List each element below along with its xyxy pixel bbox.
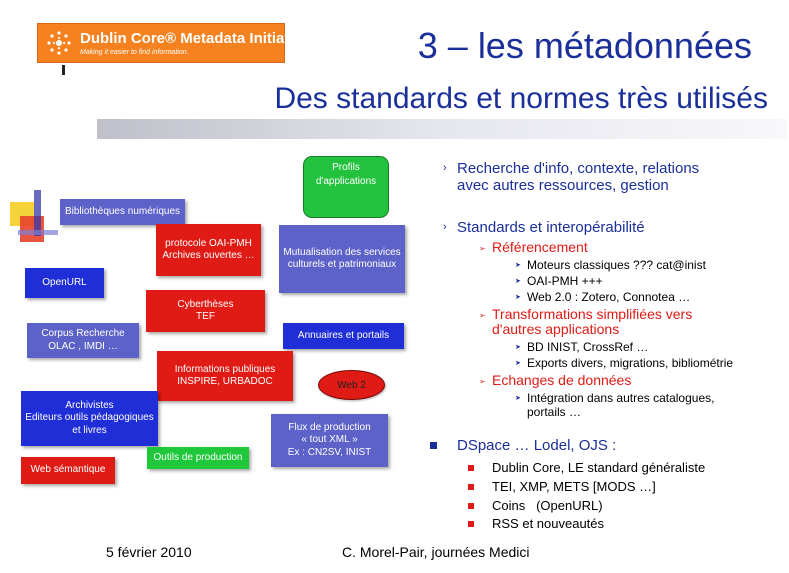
box-protocole-oai <box>156 224 261 276</box>
bullet-dublin-label: Dublin Core, LE standard généraliste <box>492 460 706 475</box>
footer-author: C. Morel-Pair, journées Medici <box>342 544 530 560</box>
square-bullet-icon <box>468 465 474 471</box>
box-archivistes <box>21 391 158 446</box>
bubble-profils-line1: Profils <box>332 162 360 173</box>
bullet-integration <box>515 391 715 419</box>
logo-tagline: Making it easier to find information. <box>80 48 189 56</box>
bullet-coins <box>492 498 603 514</box>
bullet-recherche-line2: avec autres ressources, gestion <box>457 177 669 194</box>
box-annuaires-label: Annuaires et portails <box>297 329 390 341</box>
box-openurl-label: OpenURL <box>42 276 87 288</box>
box-cybertheses-line2: TEF <box>196 311 215 322</box>
square-bullet-icon <box>468 521 474 527</box>
box-protocole-line1: protocole OAI-PMH <box>165 237 252 249</box>
ellipse-web2-label: Web 2 <box>337 379 366 391</box>
dcmi-logo <box>37 23 311 63</box>
box-flux-line1: Flux de production <box>288 421 371 433</box>
bullet-referencement <box>479 239 588 255</box>
box-informations-line2: INSPIRE, URBADOC <box>177 376 273 387</box>
bullet-oai-label: OAI-PMH +++ <box>527 274 603 288</box>
title-rule <box>97 119 787 139</box>
box-bibliotheques-label: Bibliothèques numériques <box>64 205 181 217</box>
footer-date: 5 février 2010 <box>106 544 192 560</box>
box-bibliotheques <box>60 199 185 225</box>
bullet-exports <box>515 356 734 370</box>
box-informations <box>157 351 293 401</box>
box-mutualisation <box>279 225 405 293</box>
bullet-standards <box>443 219 645 236</box>
square-bullet-icon <box>430 442 437 449</box>
box-flux <box>271 414 388 467</box>
arrow-bullet-icon: ➤ <box>515 262 521 269</box>
box-protocole-line2: Archives ouvertes … <box>162 250 255 261</box>
box-corpus-line1: Corpus Recherche <box>41 328 125 339</box>
slide-subtitle: Des standards et normes très utilisés <box>274 82 768 115</box>
box-archivistes-line2: Editeurs outils pédagogiques <box>25 412 154 424</box>
box-web-semantique <box>21 457 115 484</box>
box-outils <box>147 447 249 469</box>
bullet-integration-line2: portails … <box>527 405 582 419</box>
bullet-tei <box>492 479 656 495</box>
bullet-dublin <box>492 460 705 476</box>
bullet-web20-label: Web 2.0 : Zotero, Connotea … <box>527 290 691 304</box>
bullet-referencement-label: Référencement <box>492 239 588 255</box>
square-bullet-icon <box>468 484 474 490</box>
bullet-dspace <box>457 437 616 454</box>
box-openurl <box>25 268 104 298</box>
box-flux-line2: « tout XML » <box>301 434 358 446</box>
bullet-transformations <box>479 306 693 337</box>
decor-dot <box>62 65 65 75</box>
bullet-integration-line1: Intégration dans autres catalogues, <box>527 391 715 405</box>
arrow-bullet-icon: ➤ <box>515 360 521 367</box>
bullet-moteurs <box>515 258 706 272</box>
dcmi-sun-icon <box>44 28 74 58</box>
arrow-bullet-icon: › <box>443 221 447 233</box>
bullet-recherche-line1: Recherche d'info, contexte, relations <box>457 160 700 177</box>
arrow-bullet-icon: ➤ <box>515 395 521 402</box>
box-corpus-line2: OLAC , IMDI … <box>48 340 118 352</box>
bullet-rss-label: RSS et nouveautés <box>492 516 605 531</box>
logo-name: Dublin Core® Metadata Initiative <box>80 29 311 47</box>
arrow-bullet-icon: ➤ <box>515 344 521 351</box>
box-flux-line3: Ex : CN2SV, INIST <box>287 446 372 458</box>
box-archivistes-line3: et livres <box>72 424 107 436</box>
bullet-transformations-line2: d'autres applications <box>492 321 620 337</box>
box-web-semantique-label: Web sémantique <box>30 464 106 476</box>
bullet-dspace-label: DSpace … Lodel, OJS : <box>457 437 617 454</box>
bullet-transformations-line1: Transformations simplifiées vers <box>492 306 693 322</box>
arrow-bullet-icon: ➢ <box>479 244 486 253</box>
box-outils-label: Outils de production <box>153 451 243 463</box>
bullet-coins-label: Coins (OpenURL) <box>492 498 603 513</box>
square-bullet-icon <box>468 503 474 509</box>
bullet-tei-label: TEI, XMP, METS [MODS …] <box>492 479 656 494</box>
slide-title: 3 – les métadonnées <box>417 25 752 66</box>
box-cybertheses <box>146 290 265 332</box>
bullet-exports-label: Exports divers, migrations, bibliométrie <box>527 356 734 370</box>
bullet-echanges-label: Echanges de données <box>492 372 632 388</box>
bullet-rss <box>492 516 604 532</box>
bullet-moteurs-label: Moteurs classiques ??? cat@inist <box>527 258 706 272</box>
arrow-bullet-icon: ➢ <box>479 377 486 386</box>
ellipse-web2 <box>318 370 385 400</box>
bullet-oai <box>515 274 603 288</box>
arrow-bullet-icon: ➤ <box>515 278 521 285</box>
arrow-bullet-icon: ➤ <box>515 294 521 301</box>
arrow-bullet-icon: ➢ <box>479 311 486 320</box>
bullet-bd-inist <box>515 340 649 354</box>
box-mutualisation-label: Mutualisation des services culturels et patrimoniaux <box>283 246 401 270</box>
box-corpus <box>27 323 139 358</box>
arrow-bullet-icon: › <box>443 162 447 174</box>
bullet-standards-label: Standards et interopérabilité <box>457 219 645 236</box>
bullet-bd-inist-label: BD INIST, CrossRef … <box>527 340 649 354</box>
bullet-echanges <box>479 372 632 388</box>
bullet-web20 <box>515 290 691 304</box>
decor-bar-violet <box>18 230 58 235</box>
box-annuaires <box>283 323 404 349</box>
bubble-profils-line2: d'applications <box>315 175 377 187</box>
bullet-recherche <box>443 160 700 194</box>
box-cybertheses-line1: Cyberthèses <box>177 298 234 310</box>
box-archivistes-line1: Archivistes <box>65 399 114 411</box>
box-informations-line1: Informations publiques <box>174 363 276 375</box>
